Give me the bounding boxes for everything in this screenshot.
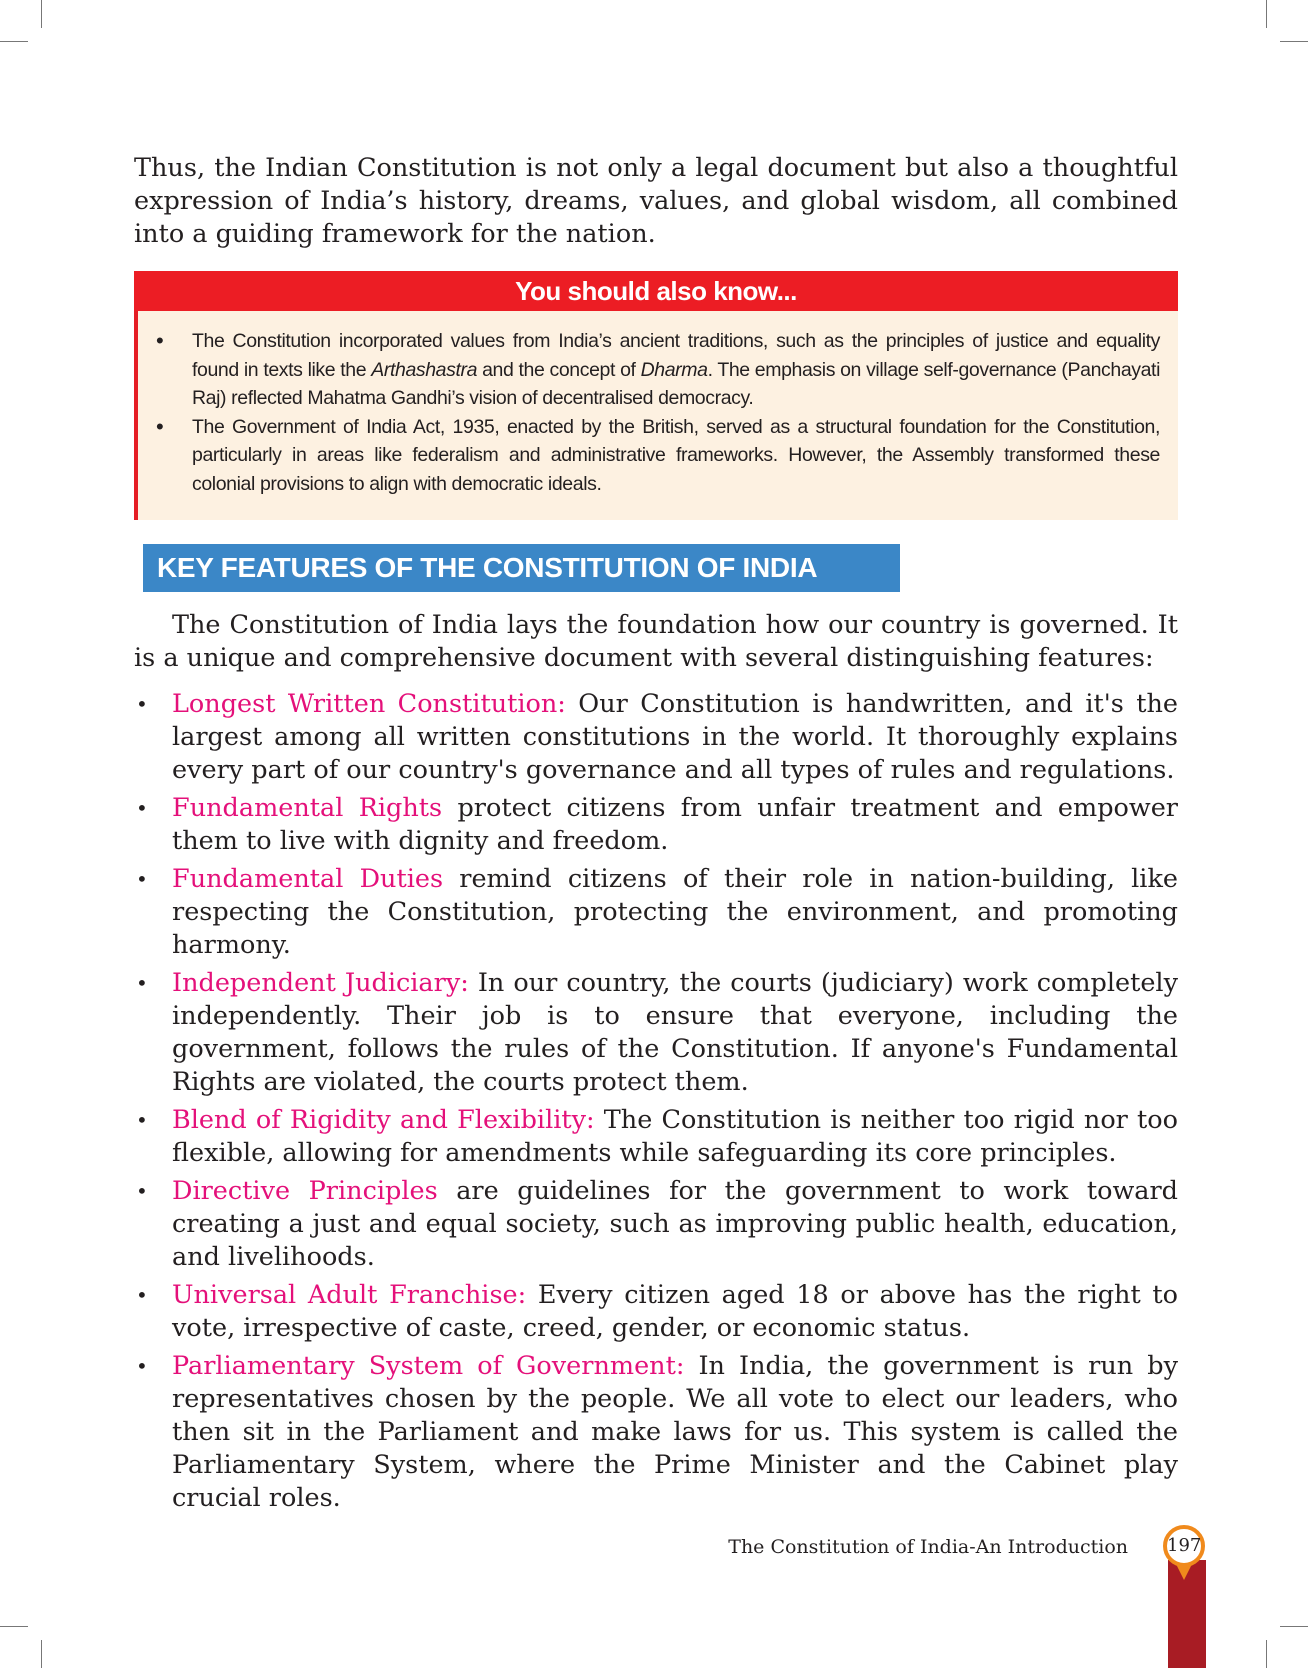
crop-mark	[1266, 1640, 1267, 1668]
section-heading: KEY FEATURES OF THE CONSTITUTION OF INDIA	[143, 544, 900, 592]
crop-mark	[41, 0, 42, 28]
feature-description: In India, the government is run by representatives chosen by the people. We all vote to elect our leaders, who then sit in the Parliament and make laws for us. This system is called the Parliamentary System, where the Prime Minister and the Cabinet play crucial roles.	[172, 1351, 1178, 1513]
crop-mark	[0, 1626, 28, 1627]
lead-paragraph: The Constitution of India lays the foundation how our country is governed. It is a unique and comprehensive document with several distinguishing features:	[134, 610, 1178, 673]
bullet-icon: •	[136, 867, 148, 891]
feature-item	[134, 967, 1178, 1099]
feature-description: In our country, the courts (judiciary) work completely independently. Their job is to ensure that everyone, including the government, follows the rules of the Constitution. If anyone's Fundamental Rights are violated, the courts protect them.	[172, 968, 1178, 1097]
crop-mark	[1280, 1626, 1308, 1627]
feature-description: are guidelines for the government to work toward creating a just and equal society, such as improving public health, education, and livelihoods.	[172, 1176, 1178, 1272]
intro-paragraph: Thus, the Indian Constitution is not only a legal document but also a thoughtful expression of India’s history, dreams, values, and global wisdom, all combined into a guiding framework for the nation.	[134, 153, 1178, 249]
bullet-icon: •	[136, 1354, 148, 1378]
crop-mark	[41, 1640, 42, 1668]
features-list	[134, 688, 1178, 1520]
crop-mark	[0, 41, 28, 42]
feature-term: Universal Adult Franchise:	[172, 1280, 527, 1310]
feature-description: The Constitution is neither too rigid nor too flexible, allowing for amendments while safeguarding its core principles.	[172, 1105, 1178, 1168]
bullet-icon: •	[136, 796, 148, 820]
bullet-icon: •	[136, 1179, 148, 1203]
feature-description: remind citizens of their role in nation-building, like respecting the Constitution, protecting the environment, and promoting harmony.	[172, 864, 1179, 960]
feature-term: Parliamentary System of Government:	[172, 1351, 685, 1381]
feature-term: Independent Judiciary:	[172, 968, 469, 998]
box-list-item: • The Government of India Act, 1935, enacted by the British, served as a structural foundation for the Constitution, particularly in areas like federalism and administrative frameworks. However, the Assembly transformed these colonial provisions to align with democratic ideals.	[156, 413, 1160, 495]
feature-item	[134, 1104, 1178, 1170]
bullet-icon: •	[156, 413, 164, 439]
feature-item	[134, 1279, 1178, 1345]
crop-mark	[1280, 41, 1308, 42]
you-should-also-know-box	[134, 271, 1178, 520]
feature-description: Our Constitution is handwritten, and it's the largest among all written constitutions in the world. It thoroughly explains every part of our country's governance and all types of rules and regulations.	[172, 689, 1178, 785]
box-title: You should also know...	[134, 271, 1178, 311]
feature-item	[134, 1175, 1178, 1274]
bullet-icon: •	[136, 971, 148, 995]
box-list	[134, 327, 1160, 498]
feature-term: Directive Principles	[172, 1176, 438, 1206]
feature-term: Fundamental Duties	[172, 864, 444, 894]
bullet-icon: •	[136, 1283, 148, 1307]
feature-item	[134, 863, 1178, 962]
feature-description: protect citizens from unfair treatment and empower them to live with dignity and freedom.	[172, 793, 1178, 856]
feature-term: Fundamental Rights	[172, 793, 443, 823]
bullet-icon: •	[136, 692, 148, 716]
feature-item	[134, 1350, 1178, 1515]
chapter-title-footer: The Constitution of India-An Introduction	[728, 1536, 1128, 1558]
feature-description: Every citizen aged 18 or above has the right to vote, irrespective of caste, creed, gender, or economic status.	[172, 1280, 1178, 1343]
feature-item	[134, 688, 1178, 787]
bullet-icon: •	[156, 328, 164, 353]
box-list-item: • The Constitution incorporated values from India’s ancient traditions, such as the principles of justice and equality found in texts like the Arthashastra and the concept of Dharma. The emphasis on village self-governance (Panchayati Raj) reflected Mahatma Gandhi’s vision of decentralised democracy.	[156, 328, 1161, 409]
feature-term: Longest Written Constitution:	[172, 689, 566, 719]
feature-term: Blend of Rigidity and Flexibility:	[172, 1105, 595, 1135]
bullet-icon: •	[136, 1108, 148, 1132]
feature-item	[134, 792, 1178, 858]
crop-mark	[1266, 0, 1267, 28]
page-number: 197	[1163, 1525, 1205, 1567]
